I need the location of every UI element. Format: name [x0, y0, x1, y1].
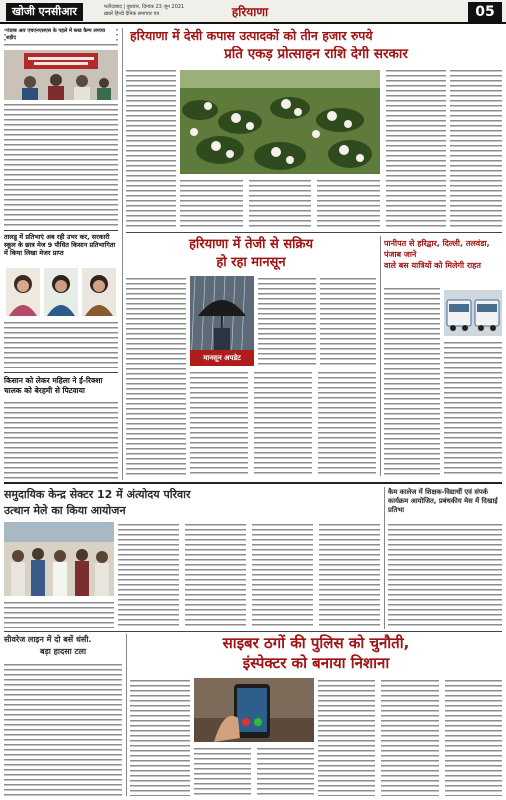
panipat-headline-2: वाले बस यात्रियों को मिलेगी राहत — [384, 261, 481, 270]
kisan-body — [4, 400, 118, 480]
students-photos — [4, 266, 118, 318]
cotton-body-col4 — [386, 68, 446, 228]
column-divider — [122, 28, 123, 480]
section-divider — [4, 482, 502, 484]
monsoon-body-col1 — [126, 276, 186, 476]
cyber-body-col1 — [130, 678, 190, 796]
students-image — [4, 266, 118, 318]
cyber-body-right — [318, 678, 502, 796]
phone-photo — [194, 678, 314, 742]
cotton-headline-1: हरियाणा में देसी कपास उत्पादकों को तीन हजार रुपये — [130, 28, 373, 43]
monsoon-body-col3 — [258, 276, 316, 366]
community-body — [118, 522, 380, 628]
column-divider — [126, 634, 127, 796]
dateline-sub: ख़बरें हिन्दी दैनिक समाचार पत्र — [104, 11, 160, 17]
monsoon-body-below — [190, 370, 376, 476]
monsoon-body-col4 — [320, 276, 376, 366]
cotton-body-col5 — [450, 68, 502, 228]
students-headline: तालडू में प्रतिभाएं अब रही उभर कर, सरकारी स्कूल के छात्र मेज 9 पौधित किसान प्रतिभागिता में किया लिखा मेजर प्राप्त — [4, 233, 116, 257]
community-photo — [4, 522, 114, 596]
sewer-headline-2: बड़ा हादसा टला — [39, 647, 87, 656]
dateline — [104, 4, 184, 18]
bus-photo — [444, 290, 502, 336]
panipat-headline-1: पानीपत से हरिद्वार, दिल्ली, तलवंडा, पंजाब जाने — [384, 239, 490, 259]
cyber-headline-1: साइबर ठगों की पुलिस को चुनौती, — [222, 634, 410, 652]
monsoon-badge-label: मानसून अपडेट — [203, 354, 241, 362]
cotton-body-col1 — [126, 68, 176, 228]
sewer-headline-1: सीवरेज लाइन में दो बसें धंसी. — [4, 635, 92, 644]
panipat-body-col2 — [444, 340, 502, 476]
monsoon-badge — [190, 350, 254, 366]
dateline-date: फरीदाबाद | बुधवार, दिनांक 23 जून 2021 — [104, 4, 185, 10]
sewer-body — [4, 662, 122, 796]
cam-headline: कैम कालेज में शिक्षक-विद्यार्थी एवं संपर्क कार्यक्रम आयोजित, प्रबंधकीय मेस में दिखाई प्रतिभा — [388, 488, 498, 514]
cam-body — [388, 522, 502, 628]
page-number: 05 — [468, 2, 502, 22]
community-event-image — [4, 522, 114, 596]
community-headline-2: उत्थान मेले का किया आयोजन — [4, 504, 126, 517]
divider — [4, 631, 502, 632]
cotton-field-image — [180, 70, 380, 174]
kisan-headline: किसान को लेकर महिला ने ई-रिक्शा चालक को बेरहमी से पिटवाया — [4, 376, 103, 395]
divider — [126, 232, 502, 233]
blood-camp-photo — [4, 50, 118, 100]
monsoon-headline-1: हरियाणा में तेजी से सक्रिय — [188, 237, 314, 252]
paper-name: खोजी एनसीआर — [6, 3, 83, 21]
divider — [4, 372, 118, 373]
masthead — [0, 0, 506, 24]
panipat-body-col1 — [384, 286, 440, 476]
cyber-body-below-photo — [194, 746, 314, 796]
students-body — [4, 320, 118, 368]
cotton-headline-2: प्रति एकड़ प्रोत्साहन राशि देगी सरकार — [224, 46, 408, 62]
column-divider — [380, 236, 381, 476]
blood-camp-body — [4, 102, 118, 227]
bus-image — [444, 290, 502, 336]
community-body-below — [4, 600, 114, 628]
monsoon-headline-2: हो रहा मानसून — [216, 255, 286, 270]
column-divider — [384, 487, 385, 629]
blood-camp-image — [4, 50, 118, 100]
divider — [4, 230, 118, 231]
phone-call-image — [194, 678, 314, 742]
community-headline-1: समुदायिक केन्द्र सेक्टर 12 में अंत्योदय परिवार — [4, 488, 191, 501]
blood-camp-headline: पंजाब आर एचएनएसएस के पहले में ब्लड कैम्प लगाया शहीद — [6, 28, 116, 42]
section-title: हरियाणा — [231, 5, 269, 19]
cotton-body-below — [180, 178, 380, 228]
cotton-photo — [180, 70, 380, 174]
cyber-headline-2: इंस्पेक्टर को बनाया निशाना — [242, 654, 390, 672]
